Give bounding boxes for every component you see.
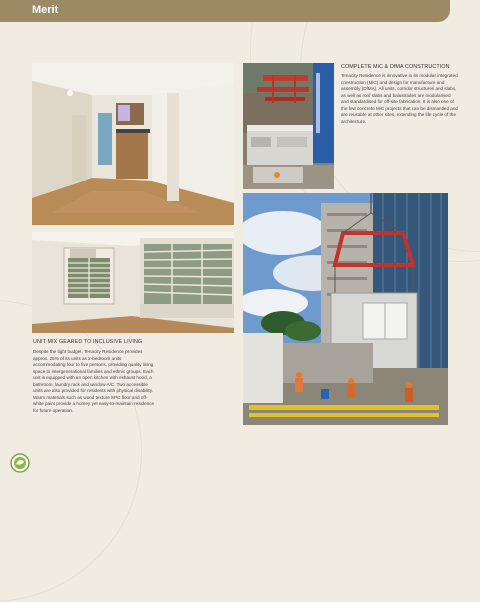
header-bar	[0, 0, 450, 22]
section-right-body: Tenacity Residence is innovative in its modular integrated construction (MiC) and design for manufacture and assembly (DfMA). All units, corridor structures and slabs, as well as roof slabs and balustrades are modularised and standardised for off-site fabrication. It is also one of the few concrete MiC projects that can be dismantled and are reusable at other sites, extending the life cycle of the architecture.	[341, 73, 458, 124]
interior-windows-photo	[32, 232, 234, 333]
section-left-heading: UNIT MIX GEARED TO INCLUSIVE LIVING	[33, 339, 143, 345]
crane-modules-image	[243, 63, 334, 189]
leaf-logo-icon	[10, 453, 30, 473]
module-lifting-image	[243, 193, 448, 425]
module-lifting-photo	[243, 193, 448, 425]
interior-corridor-image	[32, 63, 234, 225]
interior-windows-image	[32, 232, 234, 333]
section-left-body: Despite the tight budget, Tenacity Residence provides approx. 25% of its units as 2-bedroom units accommodating four to five persons, providing quality living space to intergenerational families and ethnic groups. Each unit is equipped with an open kitchen with exhaust hood, a bathroom, laundry rack and window A/C. Two accessible units are also provided for residents with physical disability. Warm materials such as wood texture SPC floor and off-white paint provide a homey yet easy-to-maintain residence for future operation.	[33, 349, 155, 413]
crane-modules-photo	[243, 63, 334, 189]
section-right-heading: COMPLETE MiC & DfMA CONSTRUCTION	[341, 64, 450, 70]
background-arc	[0, 300, 142, 602]
interior-corridor-photo	[32, 63, 234, 225]
page-title: Merit	[32, 4, 59, 16]
